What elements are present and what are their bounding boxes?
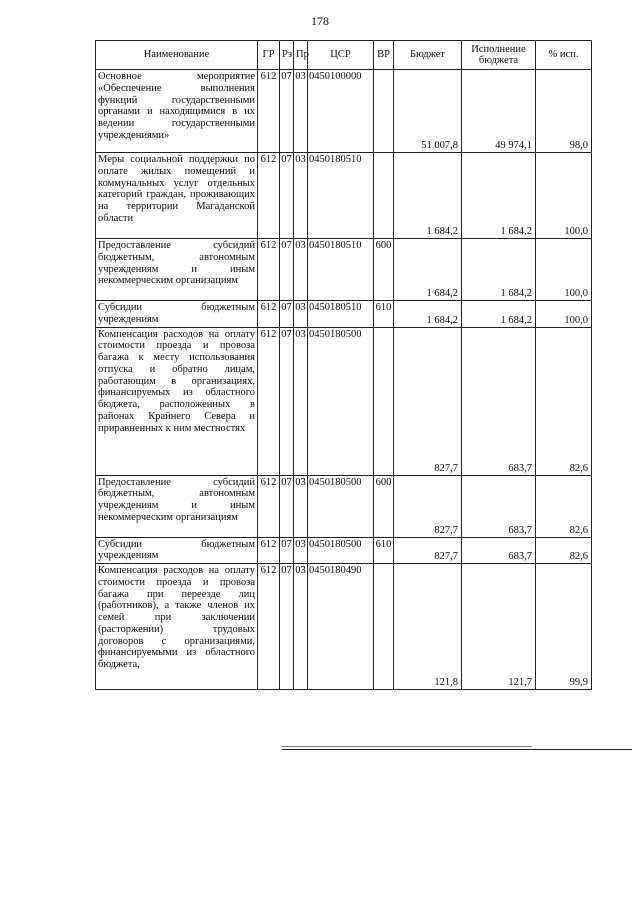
- row-execution: 1 684,2: [462, 239, 536, 301]
- row-vr: 600: [374, 475, 394, 537]
- row-name: Предоставление субсидий бюджетным, автономным учреждениям и иным некоммерческим организациям: [96, 475, 258, 537]
- row-gr: 612: [258, 239, 280, 301]
- table-row: [96, 301, 592, 328]
- row-vr: [374, 327, 394, 475]
- table-row: [96, 153, 592, 239]
- table-header-row: [96, 41, 592, 70]
- row-gr: 612: [258, 327, 280, 475]
- row-execution: 683,7: [462, 327, 536, 475]
- row-execution: 49 974,1: [462, 70, 536, 153]
- row-budget: 827,7: [394, 475, 462, 537]
- row-budget: 51 007,8: [394, 70, 462, 153]
- row-pr: 03: [294, 301, 308, 328]
- row-pr: 03: [294, 70, 308, 153]
- row-name: Меры социальной поддержки по оплате жилых помещений и коммунальных услуг отдельных категорий граждан, проживающих на территории Магаданской области: [96, 153, 258, 239]
- row-csr: 0450180510: [308, 153, 374, 239]
- row-execution: 683,7: [462, 537, 536, 564]
- table-row: [96, 239, 592, 301]
- row-name: Предоставление субсидий бюджетным, автономным учреждениям и иным некоммерческим организациям: [96, 239, 258, 301]
- row-rz: 07: [280, 564, 294, 690]
- row-budget: 1 684,2: [394, 239, 462, 301]
- row-name: Компенсация расходов на оплату стоимости проезда и провоза багажа при переезде лиц (работников), а также членов их семей при заключении (расторжении) трудовых договоров с организациями, финансируемыми из областного бюджета,: [96, 564, 258, 690]
- row-execution: 683,7: [462, 475, 536, 537]
- row-pr: 03: [294, 537, 308, 564]
- row-execution: 121,7: [462, 564, 536, 690]
- row-vr: 600: [374, 239, 394, 301]
- row-gr: 612: [258, 153, 280, 239]
- row-percent: 100,0: [536, 239, 592, 301]
- row-rz: 07: [280, 239, 294, 301]
- row-percent: 82,6: [536, 475, 592, 537]
- row-rz: 07: [280, 537, 294, 564]
- row-gr: 612: [258, 564, 280, 690]
- row-percent: 82,6: [536, 537, 592, 564]
- row-name: Основное мероприятие «Обеспечение выполнения функций государственными органами и находящимися в их ведении государственными учреждениями»: [96, 70, 258, 153]
- row-vr: [374, 70, 394, 153]
- row-pr: 03: [294, 564, 308, 690]
- row-csr: 0450180500: [308, 537, 374, 564]
- scan-divider: [282, 749, 632, 750]
- row-vr: [374, 564, 394, 690]
- header-execution: Исполнение бюджета: [462, 41, 536, 70]
- row-budget: 827,7: [394, 327, 462, 475]
- row-percent: 98,0: [536, 70, 592, 153]
- row-rz: 07: [280, 70, 294, 153]
- table-row: [96, 537, 592, 564]
- row-csr: 0450180510: [308, 239, 374, 301]
- header-vr: ВР: [374, 41, 394, 70]
- row-budget: 1 684,2: [394, 153, 462, 239]
- table-row: [96, 564, 592, 690]
- header-gr: ГР: [258, 41, 280, 70]
- row-budget: 827,7: [394, 537, 462, 564]
- row-vr: 610: [374, 301, 394, 328]
- row-pr: 03: [294, 327, 308, 475]
- row-pr: 03: [294, 239, 308, 301]
- table-row: [96, 70, 592, 153]
- row-percent: 82,6: [536, 327, 592, 475]
- row-rz: 07: [280, 475, 294, 537]
- header-rz: Рз: [280, 41, 294, 70]
- row-csr: 0450180500: [308, 327, 374, 475]
- table-row: [96, 327, 592, 475]
- row-gr: 612: [258, 301, 280, 328]
- row-percent: 99,9: [536, 564, 592, 690]
- row-gr: 612: [258, 475, 280, 537]
- header-name: Наименование: [96, 41, 258, 70]
- row-vr: 610: [374, 537, 394, 564]
- row-name: Субсидии бюджетным учреждениям: [96, 537, 258, 564]
- header-pr: Пр: [294, 41, 308, 70]
- row-rz: 07: [280, 327, 294, 475]
- row-csr: 0450100000: [308, 70, 374, 153]
- row-budget: 1 684,2: [394, 301, 462, 328]
- budget-table: [95, 40, 592, 690]
- row-csr: 0450180490: [308, 564, 374, 690]
- row-vr: [374, 153, 394, 239]
- row-execution: 1 684,2: [462, 301, 536, 328]
- page-number: 178: [311, 14, 329, 28]
- row-execution: 1 684,2: [462, 153, 536, 239]
- row-name: Компенсация расходов на оплату стоимости проезда и провоза багажа к месту использования отпуска и обратно лицам, работающим в организациях, финансируемых из областного бюджета, расположенных в районах Крайнего Севера и приравненных к ним местностях: [96, 327, 258, 475]
- row-rz: 07: [280, 153, 294, 239]
- row-percent: 100,0: [536, 153, 592, 239]
- row-csr: 0450180510: [308, 301, 374, 328]
- row-gr: 612: [258, 537, 280, 564]
- header-budget: Бюджет: [394, 41, 462, 70]
- row-budget: 121,8: [394, 564, 462, 690]
- row-gr: 612: [258, 70, 280, 153]
- row-percent: 100,0: [536, 301, 592, 328]
- row-rz: 07: [280, 301, 294, 328]
- header-csr: ЦСР: [308, 41, 374, 70]
- header-percent: % исп.: [536, 41, 592, 70]
- scan-divider-faint: [282, 746, 532, 747]
- row-csr: 0450180500: [308, 475, 374, 537]
- table-row: [96, 475, 592, 537]
- row-name: Субсидии бюджетным учреждениям: [96, 301, 258, 328]
- row-pr: 03: [294, 475, 308, 537]
- row-pr: 03: [294, 153, 308, 239]
